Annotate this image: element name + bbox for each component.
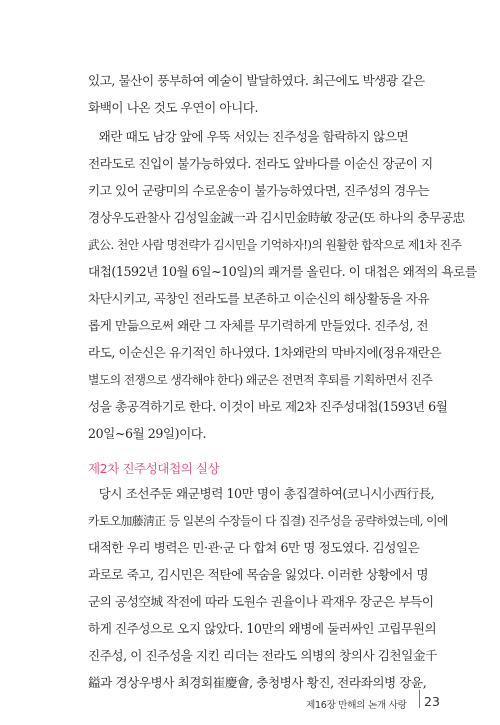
text-line: 카토오加藤淸正 등 일본의 수장들이 다 집결) 진주성을 공략하였는데, 이에 xyxy=(88,514,448,528)
text-line: 당시 조선주둔 왜군병력 10만 명이 총집결하여(코니시小西行長, xyxy=(88,486,435,501)
text-line: 과로로 죽고, 김시민은 적탄에 목숨을 잃었다. 이러한 상황에서 명 xyxy=(88,567,429,582)
text-line: 별도의 전쟁으로 생각해야 한다) 왜군은 전면적 후퇴를 기획하면서 진주 xyxy=(88,373,433,387)
page-number: 23 xyxy=(424,694,440,709)
text-line: 대적한 우리 병력은 민·관·군 다 합쳐 6만 명 정도였다. 김성일은 xyxy=(88,540,420,555)
text-line: 화백이 나온 것도 우연이 아니다. xyxy=(88,100,259,115)
section-heading: 제2차 진주성대첩의 실상 xyxy=(88,461,220,476)
text-line: 대첩(1592년 10월 6일~10일)의 쾌거를 올린다. 이 대첩은 왜적의 욕로를 xyxy=(88,264,477,279)
text-line: 20일~6월 29일)이다. xyxy=(88,426,207,441)
chapter-title: 제16장 만해의 논개 사랑 xyxy=(306,700,407,711)
text-line: 武公. 천안 사람 명전략가 김시민을 기억하자!)의 원활한 합작으로 제1차 진주 xyxy=(88,238,462,252)
text-line: 롭게 만듦으로써 왜란 그 자체를 무기력하게 만들었다. 진주성, 전 xyxy=(88,318,429,333)
text-line: 경상우도관찰사 김성일金誠一과 김시민金時敏 장군(또 하나의 충무공忠 xyxy=(88,210,465,225)
text-line: 鎰과 경상우병사 최경회崔慶會, 충청병사 황진, 전라좌의병 장윤, xyxy=(88,675,427,690)
text-line: 라도, 이순신은 유기적인 하나였다. 1차왜란의 막바지에(정유재란은 xyxy=(88,345,442,360)
text-line: 성을 총공격하기로 한다. 이것이 바로 제2차 진주성대첩(1593년 6월 xyxy=(88,399,448,414)
text-line: 진주성, 이 진주성을 지킨 리더는 전라도 의병의 창의사 김천일金千 xyxy=(88,648,438,663)
text-line: 있고, 물산이 풍부하여 예술이 발달하였다. 최근에도 박생광 같은 xyxy=(88,73,425,88)
text-line: 차단시키고, 곡창인 전라도를 보존하고 이순신의 해상활동을 자유 xyxy=(88,291,430,306)
text-line: 하게 진주성으로 오지 않았다. 10만의 왜병에 둘러싸인 고립무원의 xyxy=(88,621,437,636)
footer-divider xyxy=(419,690,420,708)
text-line: 전라도로 진입이 불가능하였다. 전라도 앞바다를 이순신 장군이 지 xyxy=(88,156,433,171)
text-line: 키고 있어 군량미의 수로운송이 불가능하였다면, 진주성의 경우는 xyxy=(88,183,430,198)
text-line: 왜란 때도 남강 앞에 우뚝 서있는 진주성을 함락하지 않으면 xyxy=(88,129,409,144)
text-line: 군의 공성空城 작전에 따라 도원수 권율이나 곽재우 장군은 부득이 xyxy=(88,594,434,609)
